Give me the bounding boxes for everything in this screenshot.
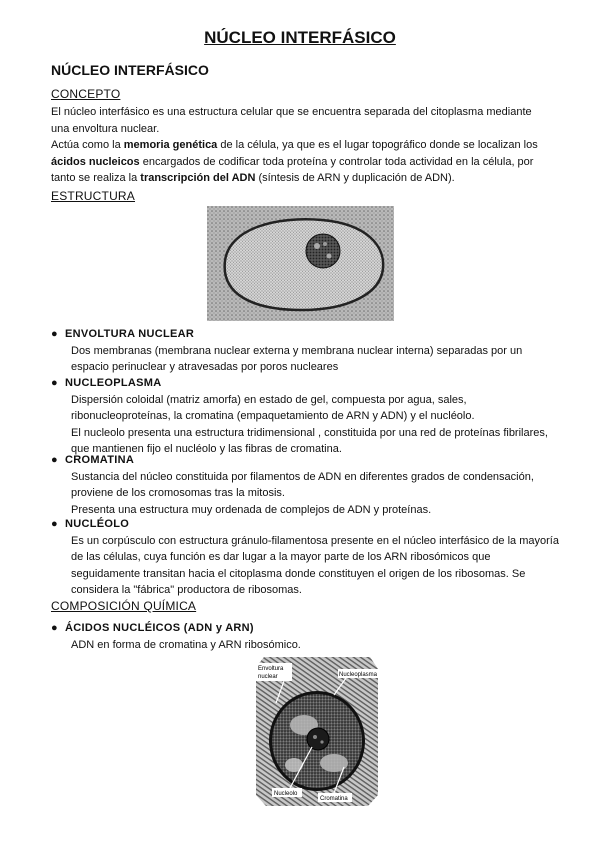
item-text: ADN en forma de cromatina y ARN ribosómico. [71,638,301,651]
section-heading-estructura: ESTRUCTURA [51,189,136,203]
bullet-icon: ● [51,622,58,634]
concepto-paragraph-2: Actúa como la memoria genética de la célula, ya que es el lugar topográfico donde se localizan los ácidos nucleicos encargados de codificar toda proteína y controlar toda actividad en la célula, por tanto se realiza la transcripción del ADN (síntesis de ARN y duplicación de ADN). [51,139,538,184]
item-text: Dispersión coloidal (matriz amorfa) en estado de gel, compuesta por agua, sales, ribonucleoproteínas, la cromatina (empaquetamiento de ARN y ADN) y el nucléolo. [71,393,475,422]
label-nucleoplasma: Nucleoplasma [339,672,378,678]
item-heading: CROMATINA [65,454,135,466]
bullet-icon: ● [51,454,58,466]
label-envoltura-line1: Envoltura [258,666,284,672]
item-heading: ENVOLTURA NUCLEAR [65,328,195,340]
nucleus-micrograph-image [207,206,394,321]
label-envoltura-line2: nuclear [258,674,278,680]
acidos-nucleicos-term: ácidos nucleicos [51,155,140,168]
document-subtitle: NÚCLEO INTERFÁSICO [51,62,209,78]
list-item [51,326,561,376]
bullet-icon: ● [51,328,58,340]
document-title: NÚCLEO INTERFÁSICO [204,28,396,47]
list-item [51,516,561,599]
concepto-paragraph-1: El núcleo interfásico es una estructura celular que se encuentra separada del citoplasma mediante una envoltura nuclear. [51,106,532,135]
labeled-nucleus-micrograph-image [254,655,380,808]
memoria-genetica-term: memoria genética [123,139,218,151]
item-heading: ÁCIDOS NUCLÉICOS (ADN y ARN) [65,622,254,634]
list-item [51,452,561,518]
section-heading-composicion: COMPOSICIÓN QUÍMICA [51,599,197,613]
label-cromatina: Cromatina [320,796,348,802]
item-text: Es un corpúsculo con estructura gránulo-filamentosa presente en el núcleo interfásico de la mayoría de las células, cuya función es dar lugar a la mayor parte de los ARN ribosómicos que seguidamente transitan hacia el citoplasma donde constituyen el origen de los ribosomas. Se considera la "fábrica" productora de ribosomas. [71,534,559,596]
list-item [51,375,561,458]
bullet-icon: ● [51,377,58,389]
item-heading: NUCLEOPLASMA [65,377,162,389]
item-text: Presenta una estructura muy ordenada de complejos de ADN y proteínas. [71,503,432,516]
transcripcion-term: transcripción del ADN [140,172,256,184]
list-item [51,620,561,653]
item-text: Dos membranas (membrana nuclear externa y membrana nuclear interna) separadas por un espacio perinuclear y atravesadas por poros nucleares [71,344,523,373]
item-heading: NUCLÉOLO [65,518,130,530]
bullet-icon: ● [51,518,58,530]
section-heading-concepto: CONCEPTO [51,87,121,101]
label-nucleolo: Nucleolo [274,791,298,797]
item-text: El nucleolo presenta una estructura tridimensional , constituida por una red de proteínas fibrilares, que mantienen fijo el nucléolo y las fibras de cromatina. [71,426,548,455]
item-text: Sustancia del núcleo constituida por filamentos de ADN en diferentes grados de condensación, proviene de los cromosomas tras la mitosis. [71,470,534,499]
